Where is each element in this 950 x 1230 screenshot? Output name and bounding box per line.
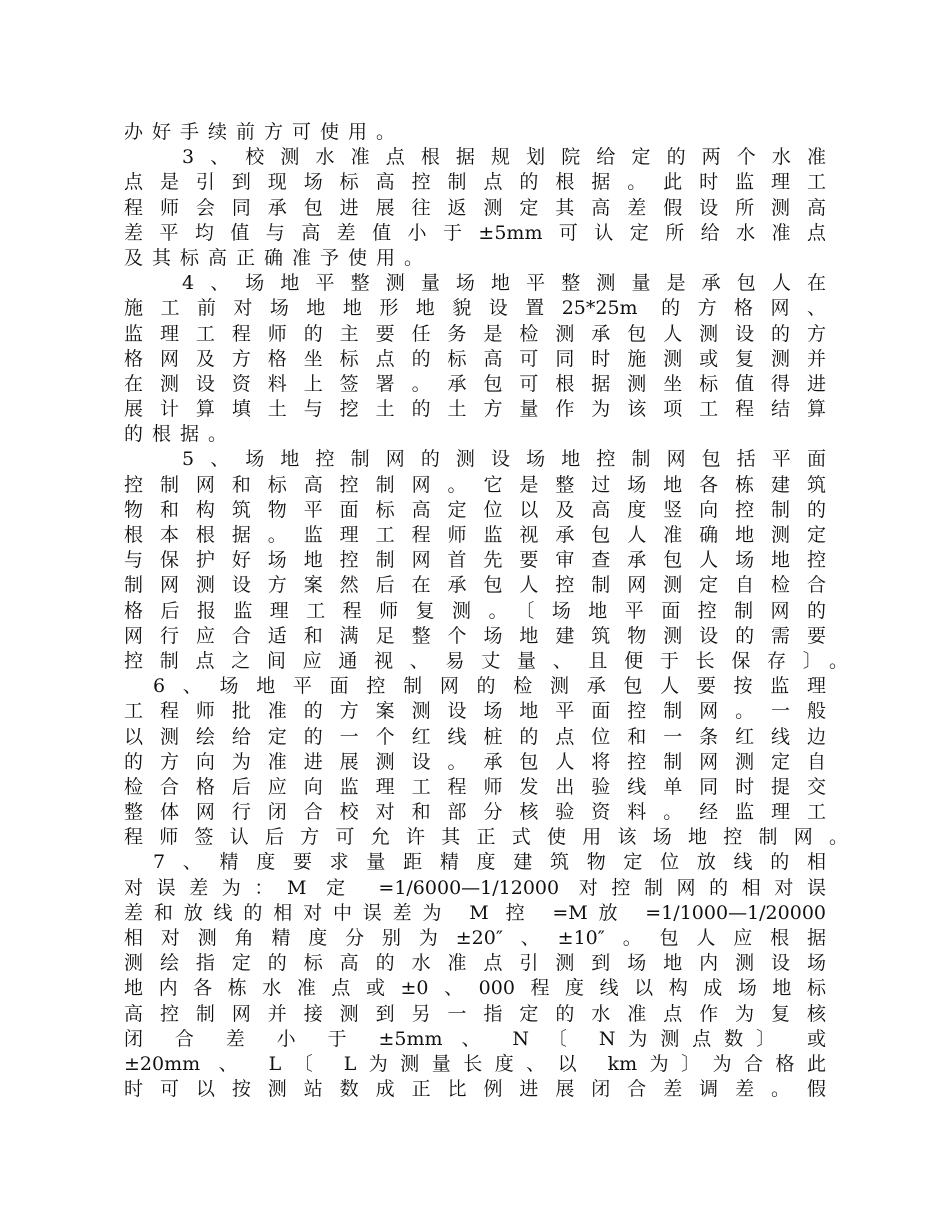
text-line: 及其标高正确准予使用。 bbox=[124, 246, 433, 269]
text-line: 施工前对场地地形地貌设置25*25m 的方格网、 bbox=[124, 297, 826, 320]
text-line: 办好手续前方可使用。 bbox=[124, 121, 405, 143]
text-line: 格后报监理工程师复测。〔场地平面控制网的 bbox=[124, 599, 826, 622]
text-line: 网行应合适和满足整个场地建筑物测设的需要 bbox=[124, 624, 826, 647]
text-line: 展计算填土与挖土的土方量作为该项工程结算 bbox=[124, 398, 826, 421]
text-line: 与保护好场地控制网首先要审查承包人场地控 bbox=[124, 549, 826, 572]
text-line: 工程师批准的方案测设场地平面控制网。一般 bbox=[124, 700, 826, 723]
text-line: ±20mm 、 L〔 L为测量长度、以 km为〕为合格此 bbox=[124, 1052, 826, 1075]
text-line: 高控制网并接测到另一指定的水准点作为复核 bbox=[124, 1002, 826, 1025]
text-line: 的根据。 bbox=[124, 423, 237, 446]
text-line: 对误差为：M 定 =1/6000—1/12000 对控制网的相对误 bbox=[124, 876, 826, 899]
text-line: 的方向为准进展测设。承包人将控制网测定自 bbox=[124, 750, 826, 773]
text-line: 相对测角精度分别为±20″、±10″。包人应根据 bbox=[124, 927, 826, 949]
text-line: 程师签认后方可允许其正式使用该场地控制网。 bbox=[124, 826, 848, 849]
text-line: 7、精度要求量距精度建筑物定位放线的相 bbox=[153, 851, 826, 874]
text-line: 格网及方格坐标点的标高可同时施测或复测并 bbox=[124, 347, 826, 370]
text-line: 闭 合 差 小 于 ±5mm 、 N 〔 N为测点数〕 或 bbox=[124, 1027, 826, 1050]
text-line: 时可以按测站数成正比例进展闭合差调差。假 bbox=[124, 1078, 826, 1101]
text-line: 监理工程师的主要任务是检测承包人测设的方 bbox=[124, 322, 826, 345]
body-text bbox=[124, 120, 848, 1102]
text-line: 4、场地平整测量场地平整测量是承包人在 bbox=[182, 272, 826, 295]
text-line: 根本根据。监理工程师监视承包人准确地测定 bbox=[124, 524, 826, 546]
text-line: 在测设资料上签署。承包可根据测坐标值得进 bbox=[124, 372, 826, 395]
text-line: 制网测设方案然后在承包人控制网测定自检合 bbox=[124, 574, 826, 597]
text-line: 整体网行闭合校对和部分核验资料。经监理工 bbox=[124, 801, 826, 824]
text-line: 程师会同承包进展往返测定其高差假设所测高 bbox=[124, 196, 826, 219]
text-line: 测绘指定的标高的水准点引测到场地内测设场 bbox=[124, 952, 826, 975]
text-line: 以测绘给定的一个红线桩的点位和一条红线边 bbox=[124, 725, 826, 748]
text-line: 检合格后应向监理工程师发出验线单同时提交 bbox=[124, 775, 826, 798]
text-line: 控制点之间应通视、易丈量、且便于长保存〕。 bbox=[124, 649, 848, 672]
text-line: 5、场地控制网的测设场地控制网包括平面 bbox=[182, 448, 826, 471]
text-line: 物和构筑物平面标高定位以及高度竖向控制的 bbox=[124, 498, 826, 521]
text-line: 地内各栋水准点或±0、000程度线以构成场地标 bbox=[124, 977, 826, 1000]
text-line: 3、校测水准点根据规划院给定的两个水准 bbox=[182, 146, 826, 169]
text-line: 差和放线的相对中误差为 M 控 =M放 =1/1000—1/20000 bbox=[124, 901, 826, 924]
text-line: 点是引到现场标高控制点的根据。此时监理工 bbox=[124, 171, 826, 194]
text-line: 差平均值与高差值小于±5mm可认定所给水准点 bbox=[124, 221, 826, 244]
text-line: 6、场地平面控制网的检测承包人要按监理 bbox=[153, 675, 826, 698]
text-line: 控制网和标高控制网。它是整过场地各栋建筑 bbox=[124, 473, 826, 496]
